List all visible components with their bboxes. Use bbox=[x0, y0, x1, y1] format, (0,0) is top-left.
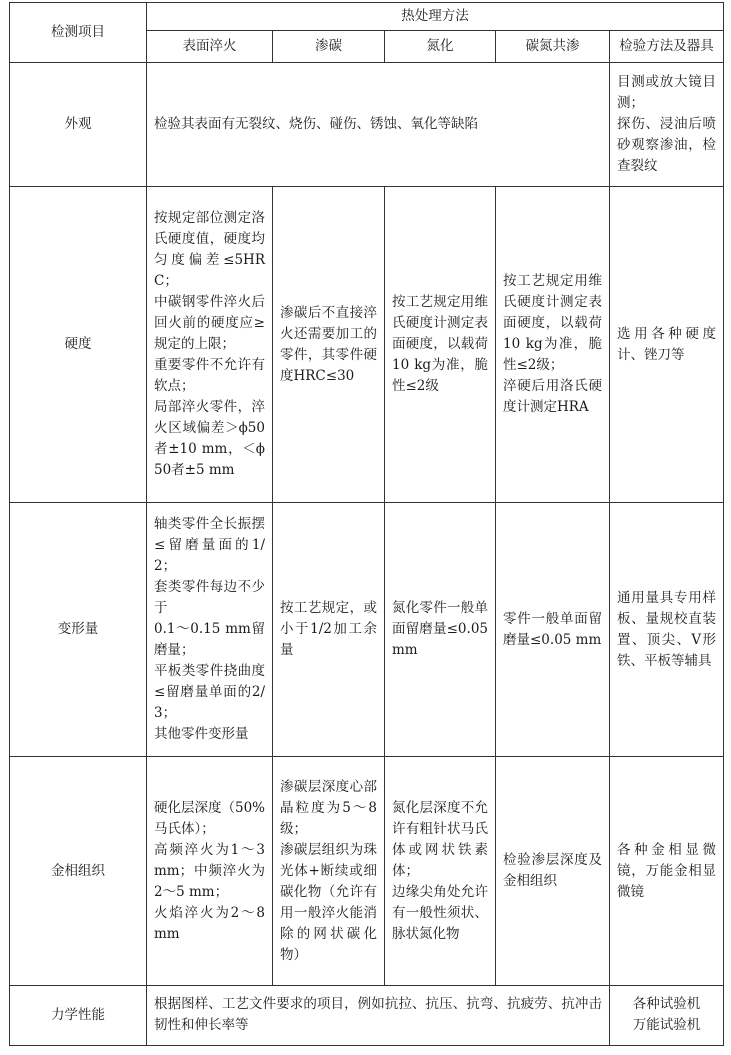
appearance-content: 检验其表面有无裂纹、烧伤、碰伤、锈蚀、氧化等缺陷 bbox=[147, 63, 610, 187]
row-metallography bbox=[10, 757, 724, 985]
hardness-tools: 选用各种硬度计、锉刀等 bbox=[610, 187, 724, 503]
deformation-carburizing: 按工艺规定，或小于1/2加工余量 bbox=[273, 502, 385, 756]
hardness-surface-quenching: 按规定部位测定洛氏硬度值，硬度均匀度偏差≤5HRC； 中碳钢零件淬火后回火前的硬度应≥规定的上限； 重要零件不允许有软点； 局部淬火零件，淬火区域偏差＞ϕ50者±10 mm，＜ϕ50者±5 mm bbox=[147, 187, 273, 503]
metallography-carburizing: 渗碳层深度心部晶粒度为5～8级； 渗碳层组织为珠光体+断续或细碳化物（允许有用一般淬火能消除的网状碳化物） bbox=[273, 757, 385, 985]
metallography-nitriding: 氮化层深度不允许有粗针状马氏体或网状铁素体； 边缘尖角处允许有一般性须状、脉状氮化物 bbox=[385, 757, 496, 985]
header-surface-quenching: 表面淬火 bbox=[147, 31, 273, 63]
header-inspection-tools: 检验方法及器具 bbox=[610, 31, 724, 63]
appearance-tools: 目测或放大镜目测； 探伤、浸油后喷砂观察渗油，检查裂纹 bbox=[610, 63, 724, 187]
hardness-carbonitriding: 按工艺规定用维氏硬度计测定表面硬度，以载荷10 kg为准，脆性≤2级； 淬硬后用洛氏硬度计测定HRA bbox=[496, 187, 610, 503]
header-item: 检测项目 bbox=[10, 3, 147, 63]
row-label-hardness: 硬度 bbox=[10, 187, 147, 503]
header-heat-treatment: 热处理方法 bbox=[147, 3, 724, 31]
row-appearance bbox=[10, 63, 724, 187]
row-mechanical bbox=[10, 985, 724, 1045]
row-label-metallography: 金相组织 bbox=[10, 757, 147, 985]
metallography-surface-quenching: 硬化层深度（50%马氏体）； 高频淬火为1～3 mm；中频淬火为2～5 mm； 火焰淬火为2～8 mm bbox=[147, 757, 273, 985]
row-label-deformation: 变形量 bbox=[10, 502, 147, 756]
deformation-surface-quenching: 轴类零件全长振摆≤留磨量面的1/2； 套类零件每边不少于 0.1～0.15 mm留磨量； 平板类零件挠曲度≤留磨量单面的2/3； 其他零件变形量 bbox=[147, 502, 273, 756]
hardness-nitriding: 按工艺规定用维氏硬度计测定表面硬度，以载荷10 kg为准，脆性≤2级 bbox=[385, 187, 496, 503]
row-hardness bbox=[10, 187, 724, 503]
mechanical-content: 根据图样、工艺文件要求的项目，例如抗拉、抗压、抗弯、抗疲劳、抗冲击韧性和伸长率等 bbox=[147, 985, 610, 1045]
hardness-carburizing: 渗碳后不直接淬火还需要加工的零件，其零件硬度HRC≤30 bbox=[273, 187, 385, 503]
deformation-carbonitriding: 零件一般单面留磨量≤0.05 mm bbox=[496, 502, 610, 756]
mechanical-tools: 各种试验机 万能试验机 bbox=[610, 985, 724, 1045]
header-carbonitriding: 碳氮共渗 bbox=[496, 31, 610, 63]
header-nitriding: 氮化 bbox=[385, 31, 496, 63]
metallography-tools: 各种金相显微镜，万能金相显微镜 bbox=[610, 757, 724, 985]
deformation-nitriding: 氮化零件一般单面留磨量≤0.05 mm bbox=[385, 502, 496, 756]
inspection-table bbox=[9, 2, 724, 1046]
row-deformation bbox=[10, 502, 724, 756]
row-label-appearance: 外观 bbox=[10, 63, 147, 187]
header-row-1 bbox=[10, 3, 724, 31]
metallography-carbonitriding: 检验渗层深度及金相组织 bbox=[496, 757, 610, 985]
header-carburizing: 渗碳 bbox=[273, 31, 385, 63]
row-label-mechanical: 力学性能 bbox=[10, 985, 147, 1045]
deformation-tools: 通用量具专用样板、量规校直装置、顶尖、V形铁、平板等辅具 bbox=[610, 502, 724, 756]
